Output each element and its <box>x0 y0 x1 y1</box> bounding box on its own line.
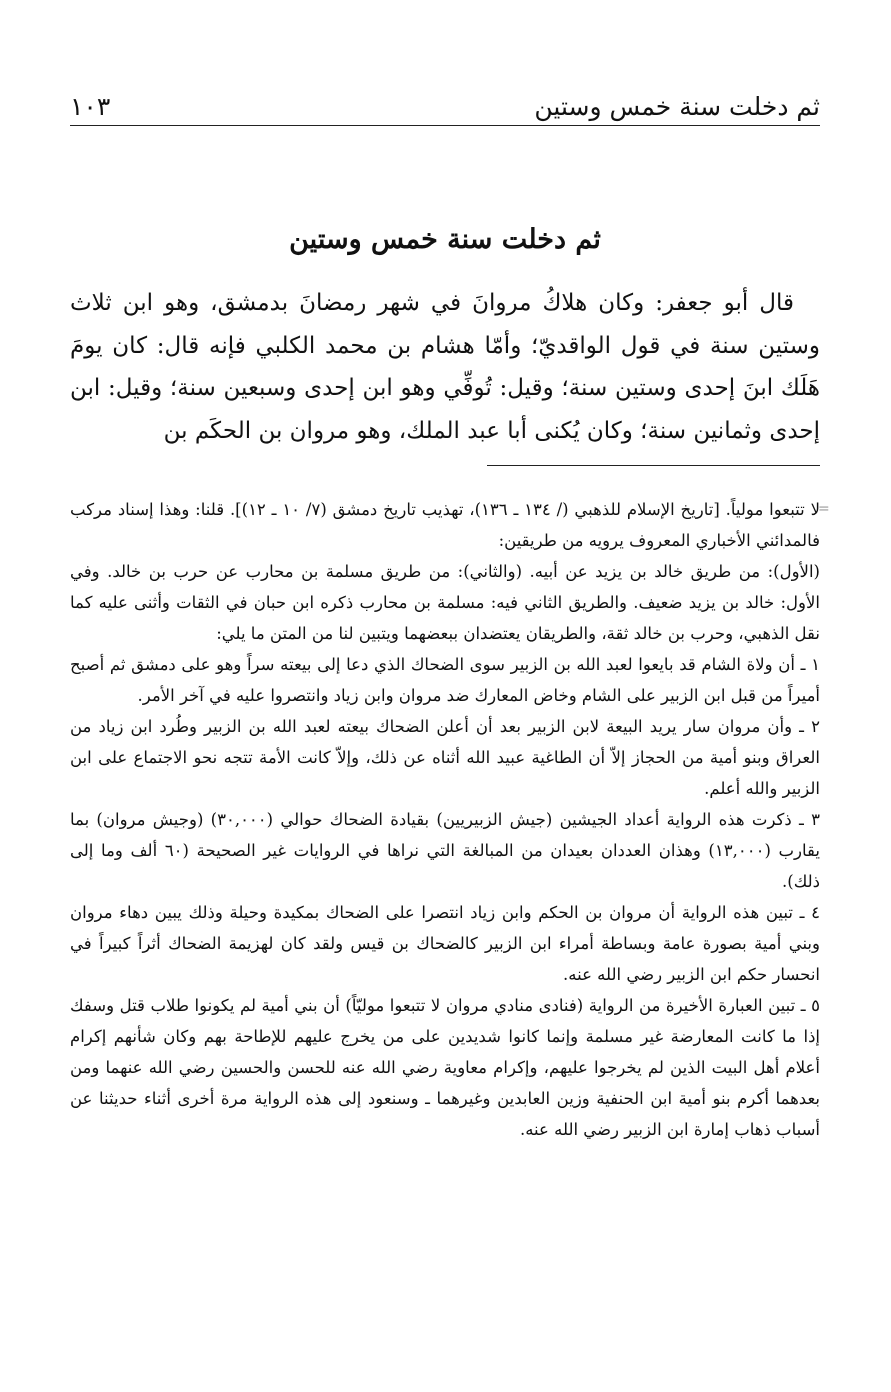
main-text <box>70 282 820 452</box>
running-title: ثم دخلت سنة خمس وستين <box>534 92 820 121</box>
continuation-mark: = <box>818 501 830 517</box>
footnote-point-3: ٣ ـ ذكرت هذه الرواية أعداد الجيشين (جيش الزبيريين) بقيادة الضحاك حوالي (٣٠,٠٠٠) (وجيش مروان) بما يقارب (١٣,٠٠٠) وهذان العددان بعيدان من المبالغة التي نراها في الروايات غير الصحيحة (٦٠ ألف وما إلى ذلك). <box>70 810 821 891</box>
chapter-heading: ثم دخلت سنة خمس وستين <box>289 224 601 255</box>
footnote-paragraph: (الأول): من طريق خالد بن يزيد عن أبيه. (والثاني): من طريق مسلمة بن محارب عن حرب بن خالد. وفي الأول: خالد بن يزيد ضعيف. والطريق الثاني فيه: مسلمة بن محارب ذكره ابن حبان في الثقات وأثنى عليه كما نقل الذهبي، وحرب بن خالد ثقة، والطريقان يعتضدان ببعضهما ويتبين لنا من المتن ما يلي: <box>70 562 820 643</box>
running-header <box>70 82 820 122</box>
footnote-separator <box>487 465 820 466</box>
footnote-paragraph: لا تتبعوا مولياً. [تاريخ الإسلام للذهبي (/ ١٣٤ ـ ١٣٦)، تهذيب تاريخ دمشق (٧/ ١٠ ـ ١٢)]. قلنا: وهذا إسناد مركب فالمدائني الأخباري المعروف يرويه من طريقين: <box>70 500 820 550</box>
footnote-point-5: ٥ ـ تبين العبارة الأخيرة من الرواية (فنادى منادي مروان لا تتبعوا موليّاً) أن بني أمية لم يكونوا طلاب قتل وسفك إذا ما كانت المعارضة غير مسلمة وإنما كانوا شديدين على من يخرج عليهم للإطاحة بهم وكان شأنهم إكرام أعلام أهل البيت الذين لم يخرجوا عليهم، وإكرام معاوية رضي الله عنه للحسن والحسين رضي الله عنهما ومن بعدهما أكرم بنو أمية ابن الحنفية وزين العابدين وغيرهما ـ وسنعود إلى هذه الرواية مرة أخرى أثناء حديثنا عن أسباب ذهاب إمارة ابن الزبير رضي الله عنه. <box>70 996 820 1139</box>
page-number: ١٠٣ <box>70 92 111 121</box>
footnotes <box>70 494 820 1145</box>
main-paragraph: قال أبو جعفر: وكان هلاكُ مروانَ في شهر رمضانَ بدمشق، وهو ابن ثلاث وستين سنة في قول الواقديّ؛ وأمّا هشام بن محمد الكلبي فإنه قال: كان يومَ هَلَك ابنَ إحدى وستين سنة؛ وقيل: تُوفِّي وهو ابن إحدى وسبعين سنة؛ وقيل: ابن إحدى وثمانين سنة؛ وكان يُكنى أبا عبد الملك، وهو مروان بن الحكَم بن <box>70 290 820 444</box>
header-rule <box>70 125 820 126</box>
footnote-point-1: ١ ـ أن ولاة الشام قد بايعوا لعبد الله بن الزبير سوى الضحاك الذي دعا إلى بيعته سراً وهو على دمشق ثم أصبح أميراً من قبل ابن الزبير على الشام وخاض المعارك ضد مروان وابن زياد وانتصروا عليه في آخر الأمر. <box>70 655 820 705</box>
footnote-point-2: ٢ ـ وأن مروان سار يريد البيعة لابن الزبير بعد أن أعلن الضحاك بيعته لعبد الله بن الزبير وطُرد ابن زياد من العراق وبنو أمية من الحجاز إلاّ أن الطاغية عبيد الله أثناه عن ذلك، وإلاّ كانت الأمة تتجه نحو الاجتماع على ابن الزبير والله أعلم. <box>70 717 820 798</box>
footnote-point-4: ٤ ـ تبين هذه الرواية أن مروان بن الحكم وابن زياد انتصرا على الضحاك بمكيدة وحيلة وذلك يبين دهاء مروان وبني أمية بصورة عامة وبساطة أمراء ابن الزبير كالضحاك بن قيس ولقد كان لهزيمة الضحاك أثراً كبيراً في انحسار حكم ابن الزبير رضي الله عنه. <box>70 903 820 984</box>
